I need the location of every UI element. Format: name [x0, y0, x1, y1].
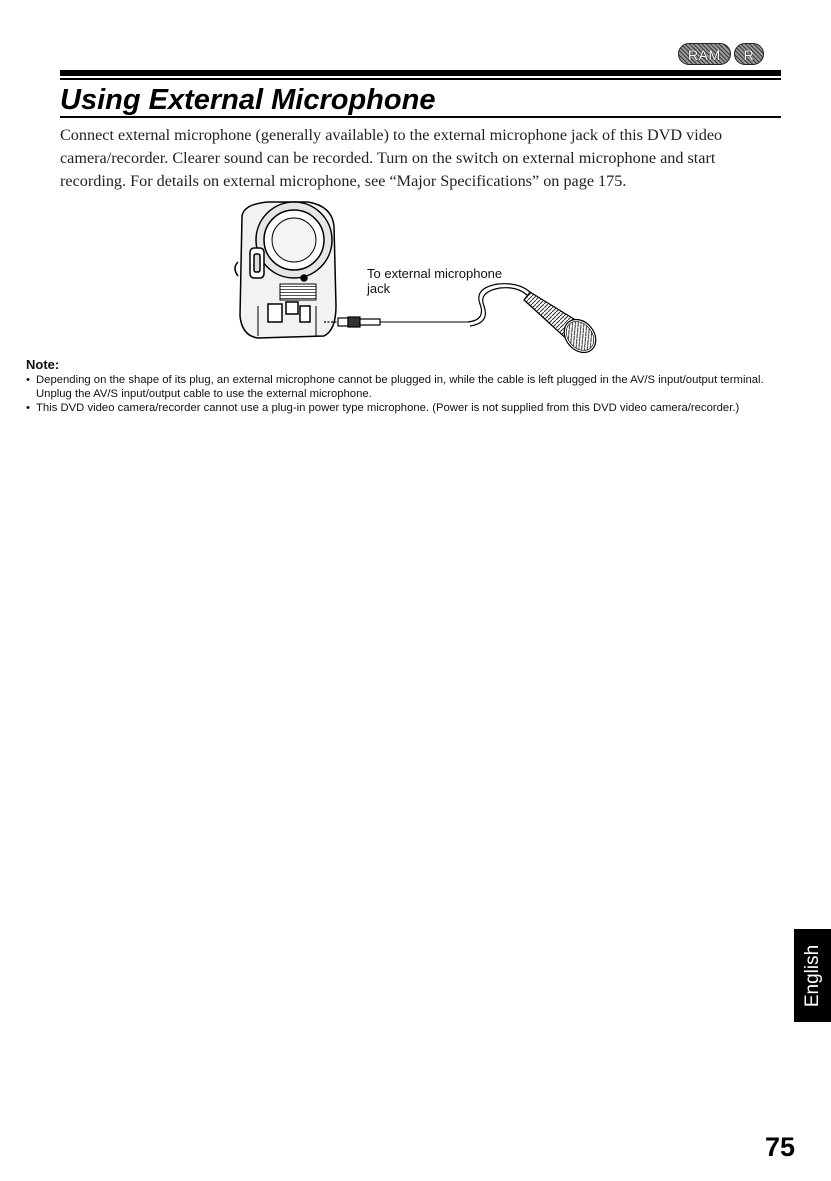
note-item	[26, 401, 786, 415]
camcorder-icon	[235, 202, 336, 338]
note-bullet: •	[26, 374, 30, 386]
header-rule-thick	[60, 70, 781, 76]
ram-badge: RAM	[678, 43, 731, 65]
connection-figure	[228, 196, 608, 364]
jack-callout-label: To external microphone jack	[367, 266, 503, 296]
language-tab-label: English	[801, 944, 823, 1007]
note-item-text: Depending on the shape of its plug, an external microphone cannot be plugged in, while the cable is left plugged in the AV/S input/output terminal. Unplug the AV/S input/output cable to use the external microphone.	[36, 374, 764, 400]
note-item-text: This DVD video camera/recorder cannot use a plug-in power type microphone. (Power is not supplied from this DVD video camera/recorder.)	[36, 402, 740, 414]
page-number: 75	[764, 1132, 795, 1162]
title-underline	[60, 116, 781, 118]
note-list	[26, 373, 786, 415]
r-badge: R	[734, 43, 765, 65]
language-tab	[794, 929, 831, 1022]
media-badges	[678, 43, 764, 65]
intro-paragraph: Connect external microphone (generally available) to the external microphone jack of this DVD video camera/recorder. Clearer sound can be recorded. Turn on the switch on external microphone and start recording. For details on external microphone, see “Major Specifications” on page 175.	[60, 126, 723, 190]
note-bullet: •	[26, 402, 30, 414]
page-title: Using External Microphone	[60, 84, 436, 116]
note-heading: Note:	[26, 357, 60, 372]
header-rule-thin	[60, 78, 781, 80]
note-item	[26, 373, 786, 401]
microphone-plug-icon	[324, 317, 468, 327]
